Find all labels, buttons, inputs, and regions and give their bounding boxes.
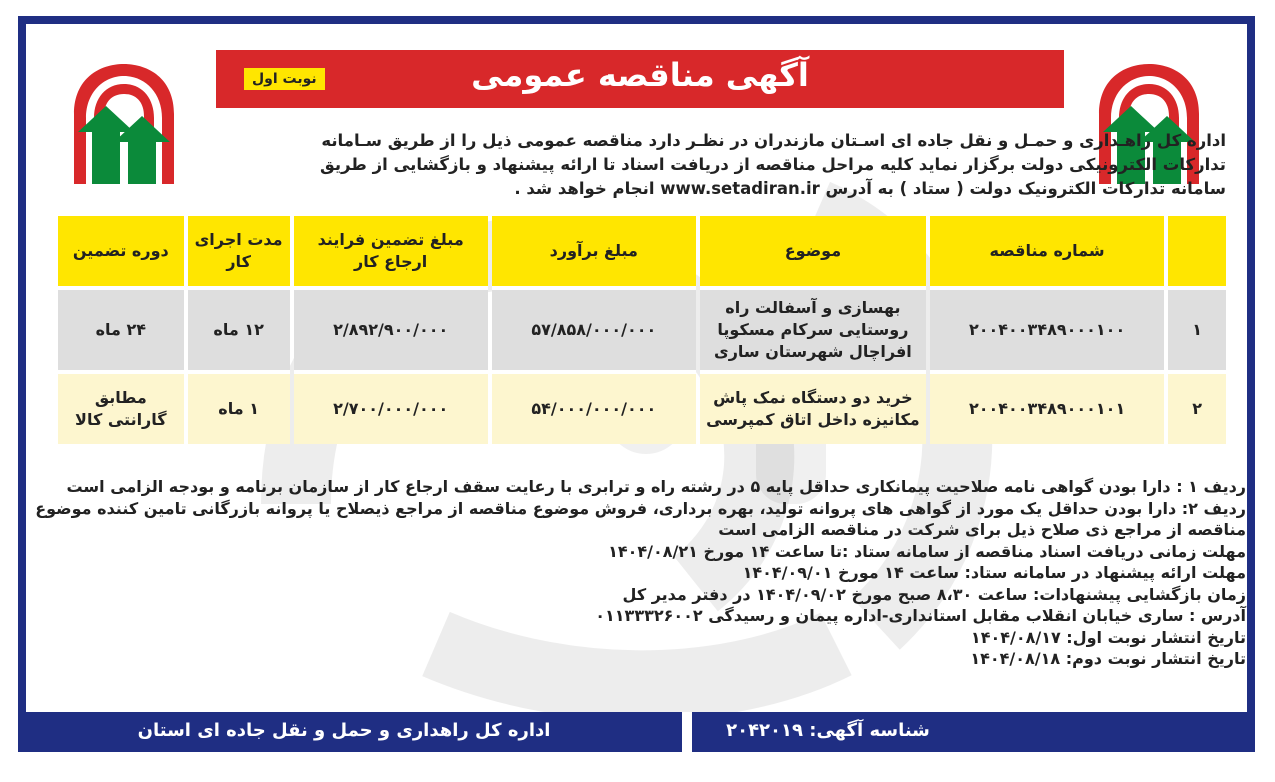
footer-bar [18, 712, 1255, 775]
note-line: مهلت زمانی دریافت اسناد مناقصه از سامانه ستاد :تا ساعت ۱۴ مورخ ۱۴۰۴/۰۸/۲۱ [608, 541, 1246, 561]
cell-warranty-period: ۲۴ ماه [58, 290, 184, 374]
cell-duration: ۱ ماه [188, 374, 290, 444]
notice-frame [18, 16, 1255, 775]
footer-divider [682, 712, 692, 752]
notes-section [35, 476, 1246, 670]
note-line: تاریخ انتشار نوبت اول: ۱۴۰۴/۰۸/۱۷ [970, 627, 1246, 647]
column-header-duration: مدت اجرای کار [188, 216, 290, 290]
column-header-guarantee-amount: مبلغ تضمین فرایند ارجاع کار [294, 216, 488, 290]
cell-duration: ۱۲ ماه [188, 290, 290, 374]
cell-tender-number: ۲۰۰۴۰۰۳۴۸۹۰۰۰۱۰۰ [930, 290, 1164, 374]
round-badge: نوبت اول [244, 68, 325, 90]
note-line: مناقصه از مراجع ذی صلاح ذیل برای شرکت در مناقصه الزامی است [718, 520, 1246, 539]
tender-table [54, 216, 1230, 444]
column-header-estimate: مبلغ برآورد [492, 216, 696, 290]
cell-estimate: ۵۷/۸۵۸/۰۰۰/۰۰۰ [492, 290, 696, 374]
note-line: آدرس : ساری خیابان انقلاب مقابل استانداری-اداره پیمان و رسیدگی ۰۱۱۳۳۳۲۶۰۰۲ [595, 606, 1246, 625]
cell-guarantee-amount: ۲/۷۰۰/۰۰۰/۰۰۰ [294, 374, 488, 444]
column-header-warranty-period: دوره تضمین [58, 216, 184, 290]
table-row [58, 290, 1226, 374]
intro-line: اداره کل راهـداری و حمـل و نقل جاده ای اسـتان مازندران در نظـر دارد مناقصه عمومی ذیل را از طریق سـامانه [321, 131, 1226, 150]
table-row [58, 374, 1226, 444]
notice-content [26, 24, 1247, 712]
cell-row-number: ۲ [1168, 374, 1226, 444]
note-line: ردیف ۲: دارا بودن حداقل یک مورد از گواهی های پروانه تولید، بهره برداری، فروش موضوع مناقصه از مراجع ذیصلاح یا پروانه بازرگانی تامین کننده موضوع [35, 498, 1246, 518]
footer-organization: اداره کل راهداری و حمل و نقل جاده ای استان مازندران [137, 720, 551, 775]
cell-row-number: ۱ [1168, 290, 1226, 374]
title-bar [216, 50, 1064, 108]
cell-subject: بهسازی و آسفالت راه روستایی سرکام مسکوپا افراچال شهرستان ساری [700, 290, 926, 374]
footer-ad-id: شناسه آگهی: ۲۰۴۲۰۱۹ [726, 720, 930, 741]
cell-warranty-period: مطابق گارانتی کالا [58, 374, 184, 444]
table-header-row [58, 216, 1226, 290]
cell-guarantee-amount: ۲/۸۹۲/۹۰۰/۰۰۰ [294, 290, 488, 374]
column-header-subject: موضوع [700, 216, 926, 290]
note-line: زمان بازگشایی پیشنهادات: ساعت ۸،۳۰ صبح مورخ ۱۴۰۴/۰۹/۰۲ در دفتر مدیر کل [622, 584, 1246, 604]
page-title: آگهی مناقصه عمومی [471, 56, 809, 94]
cell-subject: خرید دو دستگاه نمک پاش مکانیزه داخل اتاق کمپرسی [700, 374, 926, 444]
note-line: مهلت ارائه پیشنهاد در سامانه ستاد: ساعت ۱۴ مورخ ۱۴۰۴/۰۹/۰۱ [742, 563, 1246, 582]
road-authority-logo-icon [54, 54, 194, 194]
column-header-row-number [1168, 216, 1226, 290]
column-header-tender-number: شماره مناقصه [930, 216, 1164, 290]
intro-line: تدارکات الکترونیکی دولت برگزار نماید کلیه مراحل مناقصه از دریافت اسناد تا ارائه پیشنهاد و بازگشایی از طریق [319, 155, 1226, 174]
intro-line: سامانه تدارکات الکترونیک دولت ( ستاد ) به آدرس www.setadiran.ir انجام خواهد شد . [514, 179, 1226, 198]
intro-paragraph [216, 129, 1226, 201]
note-line: تاریخ انتشار نوبت دوم: ۱۴۰۴/۰۸/۱۸ [970, 649, 1246, 668]
cell-tender-number: ۲۰۰۴۰۰۳۴۸۹۰۰۰۱۰۱ [930, 374, 1164, 444]
cell-estimate: ۵۴/۰۰۰/۰۰۰/۰۰۰ [492, 374, 696, 444]
note-line: ردیف ۱ : دارا بودن گواهی نامه صلاحیت پیمانکاری حداقل پایه ۵ در رشته راه و ترابری با رعایت سقف ارجاع کار از سازمان برنامه و بودجه الزامی است [66, 477, 1246, 496]
